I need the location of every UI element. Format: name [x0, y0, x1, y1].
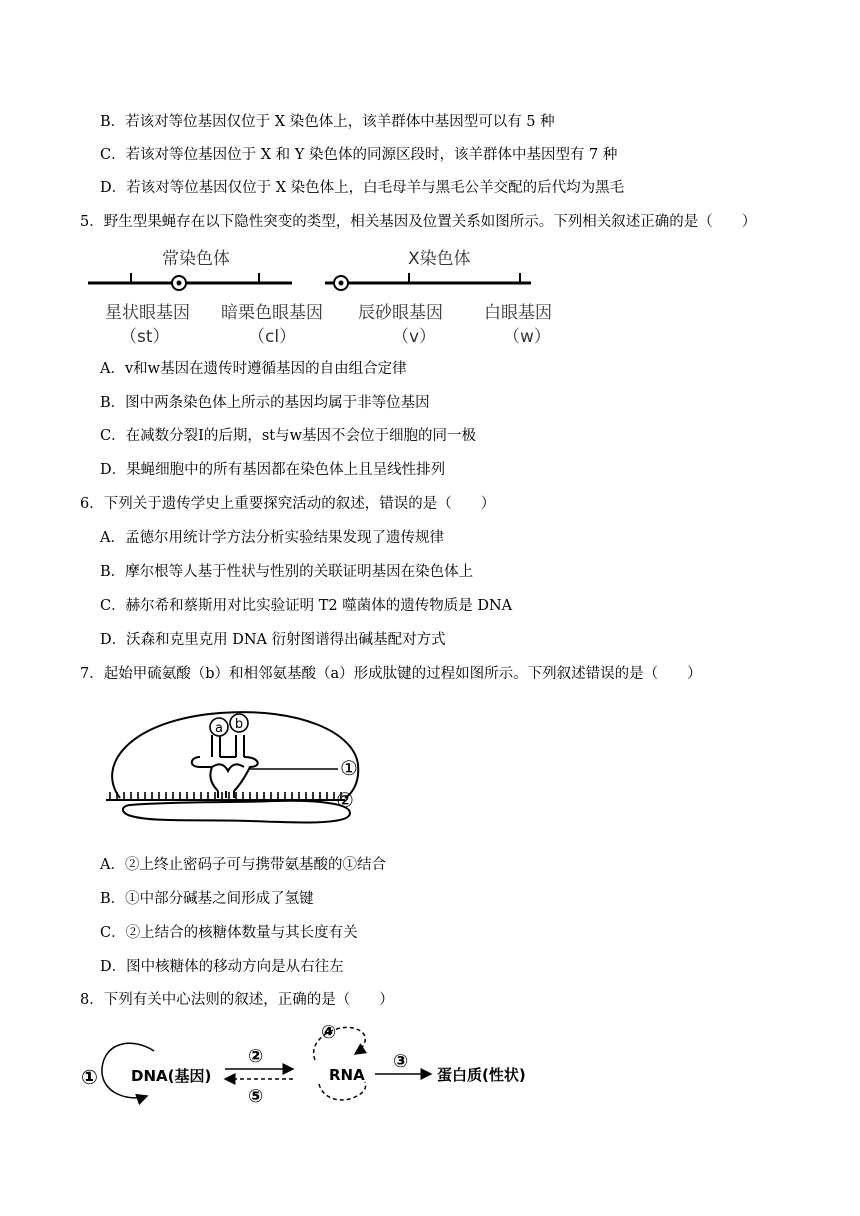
option-letter: B．: [100, 891, 126, 907]
label-a: a: [215, 721, 223, 736]
option-letter: B．: [100, 395, 126, 411]
gene-symbol-cl: （cl）: [248, 327, 297, 347]
q8-stem: 8．下列有关中心法则的叙述，正确的是（ ）: [80, 992, 394, 1008]
ribosome-translation-figure: [100, 705, 480, 855]
option-letter: D．: [100, 959, 127, 975]
gene-name-w: 白眼基因: [484, 303, 552, 323]
option-letter: A．: [100, 361, 125, 377]
label-n4: ④: [321, 1022, 337, 1043]
gene-symbol-w: （w）: [503, 327, 551, 347]
option-letter: A．: [100, 857, 125, 873]
option-letter: B．: [100, 114, 126, 130]
gene-name-cl: 暗栗色眼基因: [221, 303, 323, 323]
q5-option-b: [100, 393, 430, 413]
q7-option-a: [100, 855, 386, 875]
q6-stem: 6．下列关于遗传学史上重要探究活动的叙述，错误的是（ ）: [80, 496, 496, 512]
option-text: 赫尔希和蔡斯用对比实验证明 T2 噬菌体的遗传物质是 DNA: [125, 598, 513, 614]
label-2: ②: [336, 788, 354, 812]
q7-option-c: [100, 923, 358, 943]
q6-option-c: [100, 596, 512, 616]
option-letter: C．: [100, 147, 126, 163]
option-letter: B．: [100, 564, 126, 580]
option-text: 若该对等位基因仅位于 X 染色体上，白毛母羊与黑毛公羊交配的后代均为黑毛: [126, 180, 625, 196]
option-text: 图中两条染色体上所示的基因均属于非等位基因: [125, 395, 430, 411]
x-chromosome-title: X染色体: [408, 249, 471, 269]
q4-option-d: [100, 178, 624, 198]
option-text: 果蝇细胞中的所有基因都在染色体上且呈线性排列: [126, 462, 446, 478]
option-text: 在减数分裂Ⅰ的后期，st与w基因不会位于细胞的同一极: [125, 428, 477, 444]
gene-symbol-v: （v）: [392, 327, 437, 347]
q6-option-b: [100, 562, 473, 582]
option-letter: C．: [100, 925, 126, 941]
option-text: 孟德尔用统计学方法分析实验结果发现了遗传规律: [124, 530, 444, 546]
gene-symbol-st: （st）: [120, 327, 170, 347]
option-text: 若该对等位基因位于 X 和 Y 染色体的同源区段时，该羊群体中基因型有 7 种: [125, 147, 618, 163]
autosome-title: 常染色体: [162, 249, 230, 269]
q5-option-d: [100, 460, 445, 480]
label-1: ①: [340, 756, 358, 780]
option-letter: D．: [100, 632, 127, 648]
q6-option-d: [100, 630, 446, 650]
option-text: ②上终止密码子可与携带氨基酸的①结合: [124, 857, 386, 873]
option-letter: D．: [100, 180, 127, 196]
label-n2: ②: [248, 1046, 264, 1067]
q6-option-a: [100, 528, 444, 548]
gene-name-v: 辰砂眼基因: [358, 303, 443, 323]
dna-label: DNA(基因): [131, 1067, 212, 1085]
option-letter: C．: [100, 598, 126, 614]
option-letter: A．: [100, 530, 125, 546]
q5-option-a: [100, 359, 407, 379]
option-text: 图中核糖体的移动方向是从右往左: [126, 959, 344, 975]
protein-label: 蛋白质(性状): [437, 1066, 526, 1084]
q7-stem: 7．起始甲硫氨酸（b）和相邻氨基酸（a）形成肽键的过程如图所示。下列叙述错误的是（ ）: [80, 666, 702, 682]
rna-label: RNA: [329, 1066, 365, 1084]
ribosome-small-subunit: [123, 801, 350, 823]
q5-option-c: [100, 426, 476, 446]
rna-replication-bottom: [319, 1082, 366, 1100]
q4-option-c: [100, 145, 617, 165]
trna-pair: [192, 735, 258, 798]
option-letter: D．: [100, 462, 127, 478]
option-text: v和w基因在遗传时遵循基因的自由组合定律: [124, 361, 407, 377]
option-text: 摩尔根等人基于性状与性别的关联证明基因在染色体上: [125, 564, 474, 580]
q4-option-b: [100, 112, 555, 132]
option-letter: C．: [100, 428, 126, 444]
label-n5: ⑤: [248, 1086, 264, 1107]
option-text: ②上结合的核糖体数量与其长度有关: [125, 925, 358, 941]
central-dogma-figure: [75, 1018, 575, 1108]
q7-option-d: [100, 957, 344, 977]
label-n1: ①: [81, 1065, 98, 1089]
option-text: 若该对等位基因仅位于 X 染色体上，该羊群体中基因型可以有 5 种: [125, 114, 555, 130]
q7-option-b: [100, 889, 314, 909]
q5-stem: 5．野生型果蝇存在以下隐性突变的类型，相关基因及位置关系如图所示。下列相关叙述正确的是（ ）: [80, 214, 757, 230]
gene-name-st: 星状眼基因: [105, 303, 190, 323]
label-b: b: [234, 717, 244, 732]
option-text: 沃森和克里克用 DNA 衍射图谱得出碱基配对方式: [126, 632, 446, 648]
option-text: ①中部分碱基之间形成了氢键: [125, 891, 314, 907]
label-n3: ③: [393, 1051, 409, 1072]
